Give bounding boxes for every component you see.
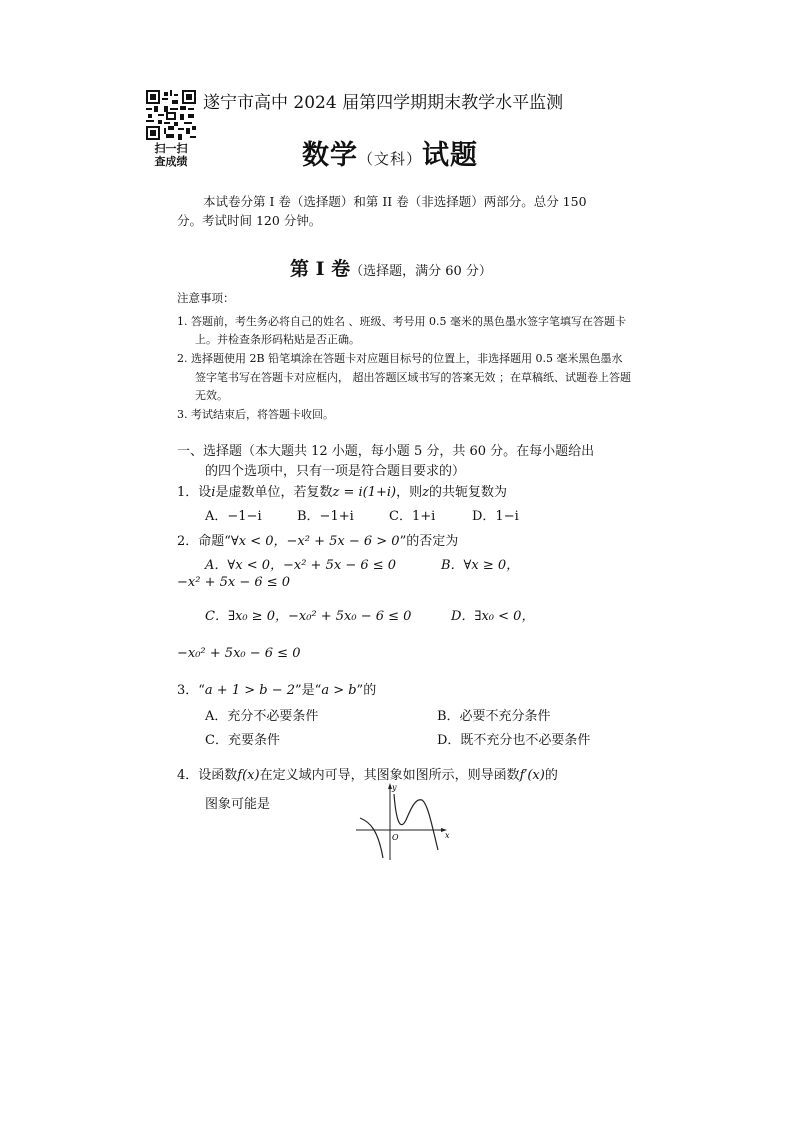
q4-text: 4．设函数 [177,768,238,783]
q3-expression-1: a + 1 > b − 2 [204,683,296,698]
q2-text: ”的否定为 [399,534,459,549]
q3-option-a: A．充分不必要条件 [205,709,319,724]
intro-line-1: 本试卷分第 I 卷（选择题）和第 II 卷（非选择题）两部分。总分 150 [203,194,587,209]
question-3-stem [177,679,376,698]
graph-x-label: x [445,831,450,840]
question-2-stem [177,530,458,549]
section-title [290,254,492,281]
q1-expression: z = i(1+i) [332,485,397,500]
q2-option-b-cont: −x² + 5x − 6 ≤ 0 [177,575,291,590]
q4-function-fprime: f′(x) [519,768,545,783]
q4-stem-line2: 图象可能是 [205,797,271,812]
graph-y-label: y [392,783,397,792]
q2-option-b: B．∀x ≥ 0， [441,558,520,573]
q2-option-d-cont: −x₀² + 5x₀ − 6 ≤ 0 [177,646,301,661]
part1-instruction-line1: 一、选择题（本大题共 12 小题，每小题 5 分，共 60 分。在每小题给出 [177,444,595,459]
q4-function-f: f(x) [237,768,260,783]
q3-option-c: C．充要条件 [205,733,280,748]
q4-text: 的 [544,768,558,783]
page-title [302,133,478,172]
q2-option-c: C．∃x₀ ≥ 0，−x₀² + 5x₀ − 6 ≤ 0 [205,609,412,624]
graph-curve-left [360,818,383,858]
q1-text: 1．设 [177,485,212,500]
note-item: 签字笔书写在答题卡对应框内， 超出答题区域书写的答案无效 ；在草稿纸、试题卷上答题 [195,371,631,384]
qr-caption [148,142,194,168]
graph-origin-label: O [392,833,399,842]
q3-expression-2: a > b [321,683,357,698]
note-item: 2. 选择题使用 2B 铅笔填涂在答题卡对应题目标号的位置上，非选择题用 0.5 毫米黑色墨水 [177,352,623,365]
qr-code-icon [146,90,196,140]
notes-heading: 注意事项： [177,291,235,305]
title-subject: 数学 [302,140,358,171]
q4-text: 在定义域内可导，其图象如图所示，则导函数 [259,768,520,783]
q1-text: 的共轭复数为 [428,485,507,500]
note-item: 3. 考试结束后，将答题卡收回。 [177,408,334,421]
q3-option-d: D．既不充分也不必要条件 [437,733,591,748]
title-suffix: 试题 [422,140,479,171]
q3-text: 3．“ [177,683,205,698]
qr-caption-line2: 查成绩 [154,155,188,168]
q2-expression: ∀x < 0，−x² + 5x − 6 > 0 [230,534,400,549]
q3-text: ”的 [356,683,377,698]
q1-option-c: C．1+i [389,509,436,524]
note-item: 无效。 [195,389,228,402]
q1-option-a: A．−1−i [205,509,262,524]
note-item: 1. 答题前，考生务必将自己的姓名 、班级、考号用 0.5 毫米的黑色墨水签字笔填写在答题卡 [177,315,626,328]
title-subtitle: （文科） [358,150,423,168]
section-title-main: 第 Ⅰ 卷 [290,258,351,280]
question-1-stem [177,481,507,500]
part1-instruction-line2: 的四个选项中，只有一项是符合题目要求的） [205,464,466,479]
q2-text: 2．命题“ [177,534,231,549]
q3-option-b: B．必要不充分条件 [437,709,551,724]
function-graph [354,780,458,864]
q2-option-a: A．∀x < 0，−x² + 5x − 6 ≤ 0 [205,558,397,573]
q1-option-d: D．1−i [472,509,519,524]
q3-text: ”是“ [295,683,322,698]
section-title-sub: （选择题，满分 60 分） [350,264,492,279]
qr-caption-line1: 扫一扫 [154,142,188,155]
note-item: 上。并检查条形码粘贴是否正确。 [195,333,360,346]
q1-text: ，则 [396,485,423,500]
q1-var-z: z [422,485,429,500]
q1-var-i: i [211,485,216,500]
q1-text: 是虚数单位，若复数 [215,485,333,500]
intro-line-2: 分。考试时间 120 分钟。 [177,213,322,228]
q1-option-b: B．−1+i [297,509,354,524]
q2-option-d: D．∃x₀ < 0， [451,609,535,624]
graph-curve-right [394,794,438,850]
school-exam-header: 遂宁市高中 2024 届第四学期期末教学水平监测 [203,93,564,113]
